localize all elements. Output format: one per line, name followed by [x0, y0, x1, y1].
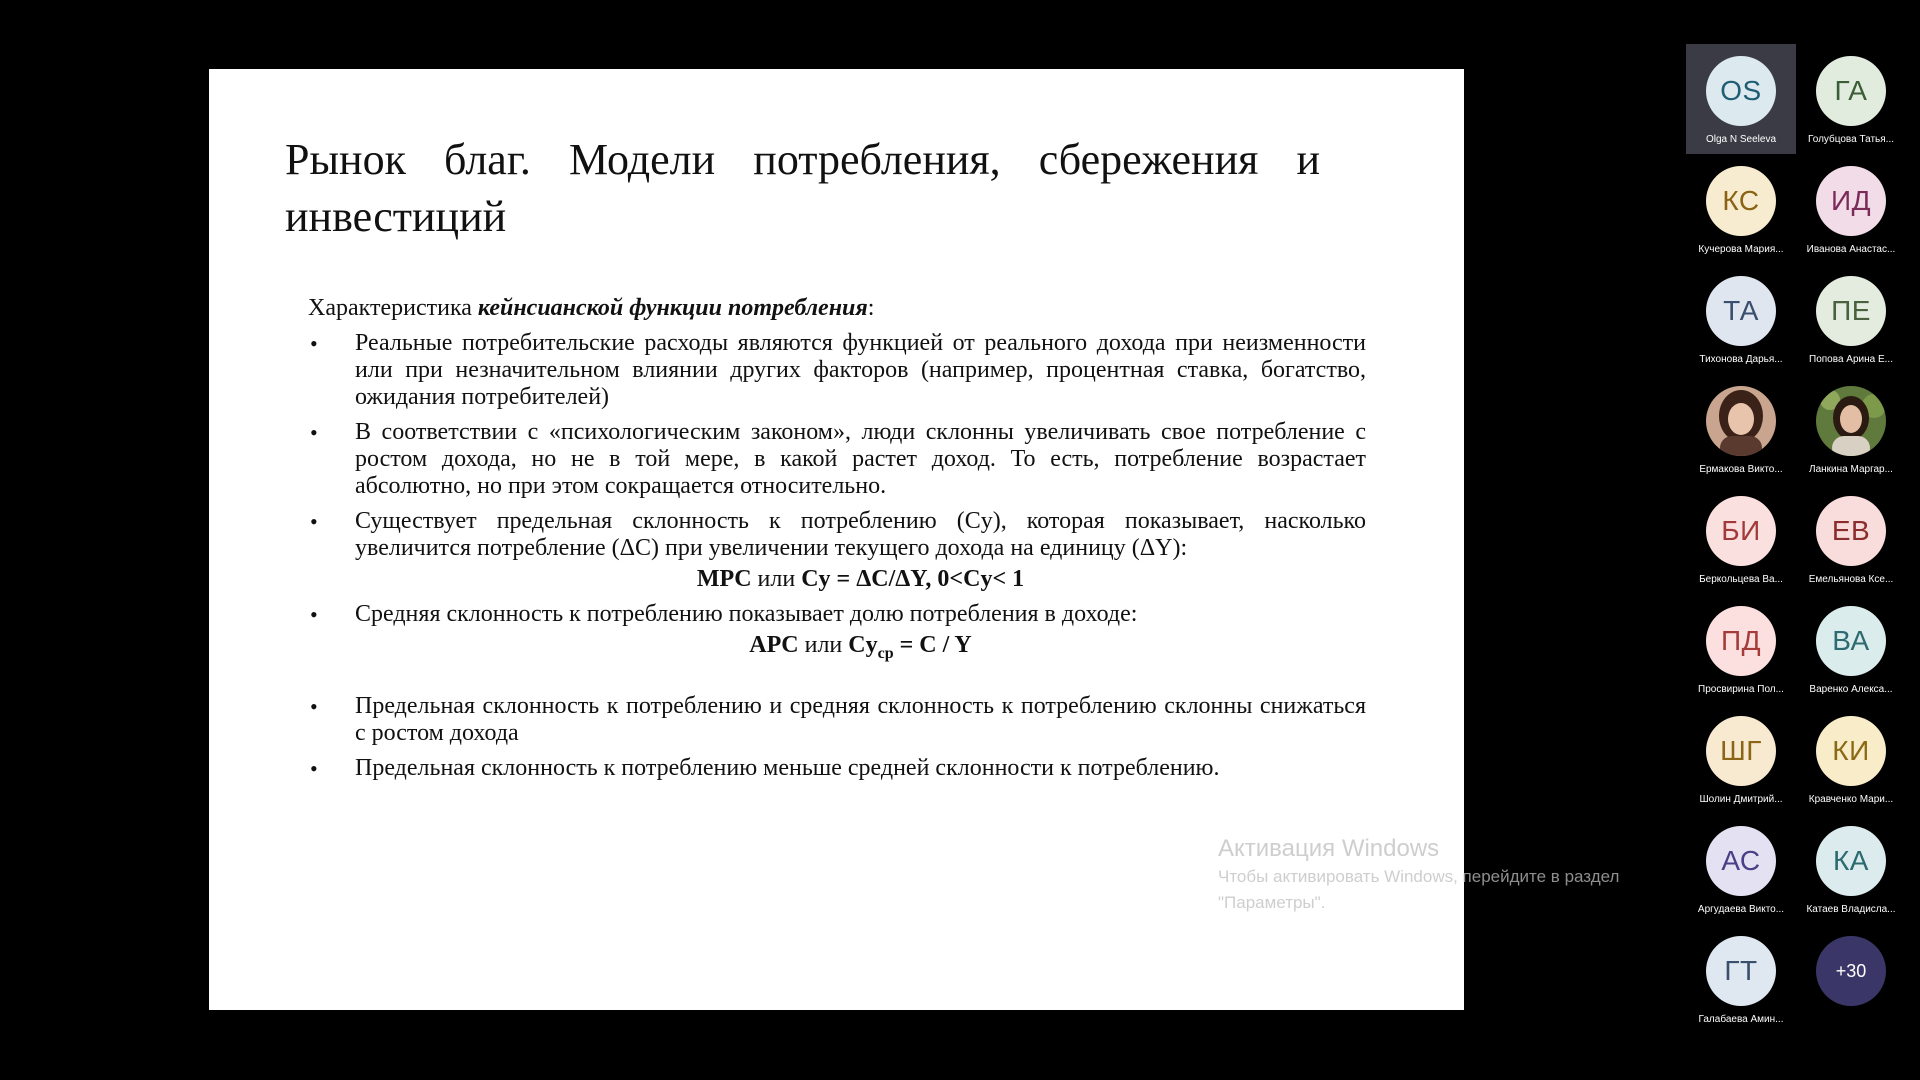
participant-tile[interactable]: [1686, 814, 1796, 924]
bullet-marker: •: [310, 756, 318, 781]
bullet-text: Средняя склонность к потреблению показывает долю потребления в доходе:: [355, 601, 1138, 627]
participants-panel: [1680, 44, 1920, 1044]
participant-tile[interactable]: [1686, 154, 1796, 264]
avatar: [1706, 826, 1776, 896]
apc-connector: или: [798, 632, 849, 658]
windows-activation-watermark: [1218, 834, 1638, 916]
participant-name: Катаев Владисла...: [1806, 904, 1896, 915]
person-photo-icon: [1816, 386, 1886, 456]
participant-tile[interactable]: [1686, 594, 1796, 704]
bullet-item: [308, 693, 1366, 747]
bullet-marker: •: [310, 602, 318, 627]
avatar-initials: БИ: [1721, 515, 1761, 546]
participant-name: Емельянова Ксе...: [1808, 574, 1894, 585]
avatar: [1816, 56, 1886, 126]
slide-title: Рынок благ. Модели потребления, сбережения и инвестиций: [285, 135, 1320, 241]
avatar-initials: OS: [1720, 75, 1762, 106]
bullet-text: Предельная склонность к потреблению и средняя склонность к потреблению склонны снижаться с ростом дохода: [355, 693, 1366, 746]
bullet-text: Существует предельная склонность к потреблению (Cy), которая показывает, насколько увеличится потребление (ΔC) при увеличении текущего дохода на единицу (ΔY):: [355, 508, 1366, 561]
bullet-item: [308, 330, 1366, 411]
participant-tile[interactable]: [1796, 814, 1906, 924]
bullet-marker: •: [310, 509, 318, 534]
avatar: [1706, 56, 1776, 126]
watermark-text: Чтобы активировать Windows, перейдите в раздел "Параметры".: [1218, 867, 1620, 912]
participant-name: Иванова Анастас...: [1806, 244, 1896, 255]
bullet-marker: •: [310, 694, 318, 719]
avatar-initials: ПЕ: [1831, 295, 1871, 326]
bullet-item: [308, 601, 1366, 662]
avatar: [1706, 936, 1776, 1006]
avatar-initials: ШГ: [1720, 735, 1762, 766]
apc-formula: [355, 632, 1366, 662]
avatar: [1816, 276, 1886, 346]
avatar: [1706, 716, 1776, 786]
avatar: [1816, 166, 1886, 236]
participant-name: Галабаева Амин...: [1698, 1014, 1784, 1025]
mpc-connector: или: [751, 566, 802, 592]
participant-name: Варенко Алекса...: [1809, 684, 1893, 695]
avatar-initials: АС: [1721, 845, 1761, 876]
avatar-initials: ТА: [1723, 295, 1759, 326]
avatar-initials: КА: [1833, 845, 1869, 876]
apc-right: = C / Y: [893, 632, 972, 658]
avatar-initials: ПД: [1720, 625, 1762, 656]
bullet-marker: •: [310, 420, 318, 445]
bullet-marker: •: [310, 331, 318, 356]
avatar-initials: ГА: [1834, 75, 1868, 106]
participant-name: Просвирина Пол...: [1698, 684, 1784, 695]
avatar: [1706, 496, 1776, 566]
bullet-item: [308, 508, 1366, 593]
mpc-left: MPC: [696, 566, 752, 592]
participant-name: Шолин Дмитрий...: [1699, 794, 1783, 805]
avatar-photo: [1816, 386, 1886, 456]
avatar-initials: ГТ: [1724, 955, 1758, 986]
bullet-list: [308, 330, 1366, 782]
participant-tile[interactable]: [1796, 704, 1906, 814]
watermark-title: Активация Windows: [1218, 835, 1440, 862]
participant-name: Ланкина Маргар...: [1809, 464, 1893, 475]
participant-name: Аргудаева Викто...: [1697, 904, 1785, 915]
participant-tile[interactable]: [1796, 484, 1906, 594]
intro-line: [308, 295, 1366, 322]
avatar-photo: [1706, 386, 1776, 456]
participant-name: Ермакова Викто...: [1699, 464, 1783, 475]
intro-emphasis: кейнсианской функции потребления: [477, 295, 868, 321]
slide-body: [308, 295, 1366, 790]
bullet-text: В соответствии с «психологическим законом», люди склонны увеличивать свое потребление с ростом дохода, но не в той мере, в какой растет доход. То есть, потребление возрастает абсолютно, но при этом сокращается относительно.: [355, 419, 1366, 499]
participant-name: Голубцова Татья...: [1807, 134, 1895, 145]
participant-tile[interactable]: [1686, 924, 1796, 1034]
apc-left: APC: [749, 632, 799, 658]
mpc-right: Cy = ΔC/ΔY, 0<Cy< 1: [801, 566, 1025, 592]
participant-tile[interactable]: [1686, 704, 1796, 814]
participant-tile[interactable]: [1686, 484, 1796, 594]
avatar: [1706, 606, 1776, 676]
intro-suffix: :: [867, 295, 875, 321]
participant-name: Кравченко Мари...: [1808, 794, 1894, 805]
participant-name: Тихонова Дарья...: [1699, 354, 1783, 365]
bullet-item: [308, 419, 1366, 500]
avatar: [1816, 496, 1886, 566]
participant-tile[interactable]: [1796, 374, 1906, 484]
avatar: [1816, 826, 1886, 896]
bullet-item: [308, 755, 1366, 782]
participant-name: Беркольцева Ва...: [1699, 574, 1783, 585]
participant-tile[interactable]: [1686, 44, 1796, 154]
apc-base: Cy: [848, 632, 878, 658]
avatar: [1706, 276, 1776, 346]
participant-name: Olga N Seeleva: [1705, 134, 1777, 145]
avatar: [1816, 606, 1886, 676]
participant-tile[interactable]: [1796, 264, 1906, 374]
avatar: [1706, 166, 1776, 236]
person-photo-icon: [1706, 386, 1776, 456]
more-participants-button[interactable]: +30: [1816, 936, 1886, 1006]
participant-tile[interactable]: [1796, 594, 1906, 704]
apc-sub: ср: [877, 644, 894, 662]
participant-tile[interactable]: [1686, 264, 1796, 374]
avatar-initials: ЕВ: [1831, 515, 1871, 546]
participant-tile[interactable]: [1796, 44, 1906, 154]
intro-prefix: Характеристика: [308, 295, 478, 321]
participant-name: Кучерова Мария...: [1698, 244, 1784, 255]
avatar: [1816, 716, 1886, 786]
participant-tile[interactable]: [1686, 374, 1796, 484]
more-participants-tile[interactable]: [1796, 924, 1906, 1034]
bullet-text: Реальные потребительские расходы являются функцией от реального дохода при неизменности или при незначительном влиянии других факторов (например, процентная ставка, богатство, ожидания потребителей): [355, 330, 1366, 410]
avatar-initials: ВА: [1832, 625, 1870, 656]
avatar-initials: ИД: [1830, 185, 1872, 216]
participant-tile[interactable]: [1796, 154, 1906, 264]
avatar-initials: КИ: [1832, 735, 1870, 766]
mpc-formula: [355, 566, 1366, 593]
participant-name: Попова Арина Е...: [1809, 354, 1893, 365]
avatar-initials: КС: [1722, 185, 1760, 216]
bullet-text: Предельная склонность к потреблению меньше средней склонности к потреблению.: [355, 755, 1220, 781]
